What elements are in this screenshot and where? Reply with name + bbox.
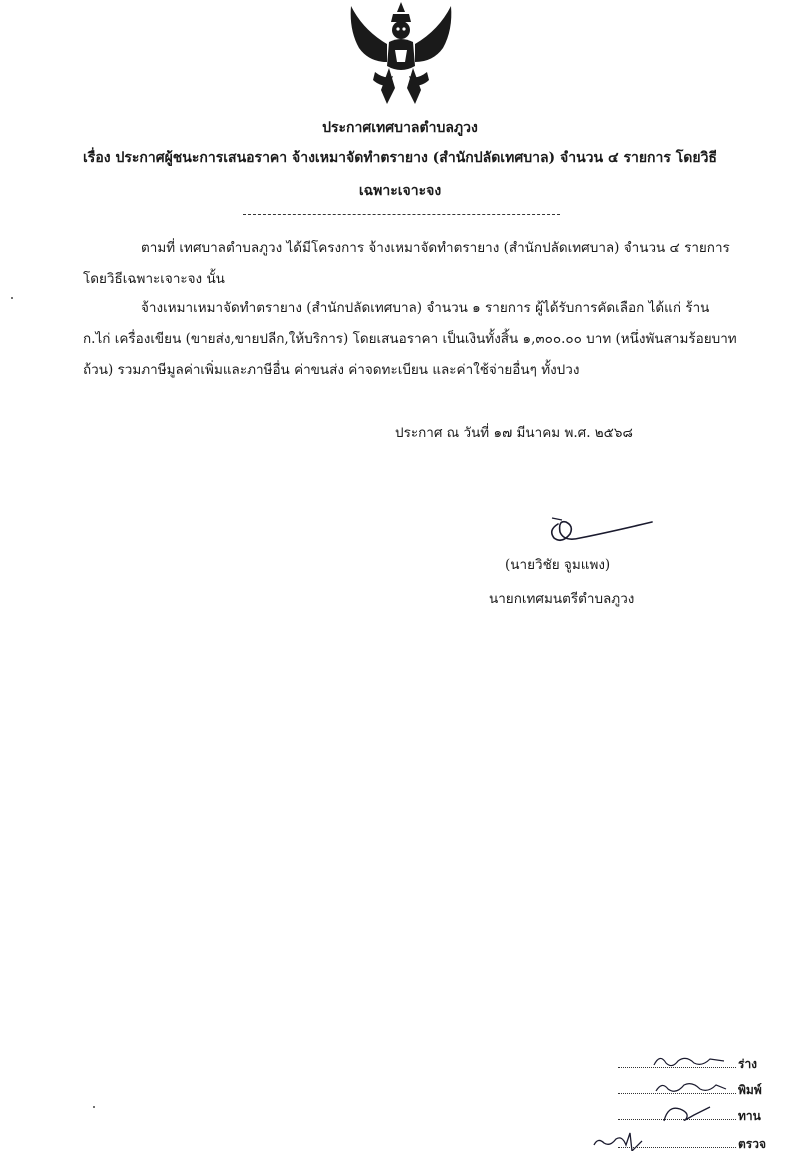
initials-label-typed: พิมพ์ (738, 1083, 762, 1097)
subject-line-1: เรื่อง ประกาศผู้ชนะการเสนอราคา จ้างเหมาจัดทำตรายาง (สำนักปลัดเทศบาล) จำนวน ๔ รายการ โดยวิธี (83, 150, 717, 166)
initials-label-reviewed: ทาน (738, 1109, 761, 1123)
scan-speck (11, 297, 13, 299)
paragraph-1-line-2: โดยวิธีเฉพาะเจาะจง นั้น (83, 271, 225, 287)
initials-label-draft: ร่าง (738, 1057, 758, 1071)
initials-row-typed (590, 1081, 790, 1103)
divider (243, 214, 560, 215)
garuda-emblem-icon (345, 0, 457, 108)
initial-scribble-icon (650, 1051, 730, 1071)
initial-scribble-icon (590, 1131, 650, 1151)
announcement-date: ประกาศ ณ วันที่ ๑๗ มีนาคม พ.ศ. ๒๕๖๘ (395, 425, 633, 441)
signatory-name: (นายวิชัย จูมแพง) (505, 557, 611, 573)
paragraph-2-line-3: ถ้วน) รวมภาษีมูลค่าเพิ่มและภาษีอื่น ค่าขนส่ง ค่าจดทะเบียน และค่าใช้จ่ายอื่นๆ ทั้งปวง (83, 362, 580, 378)
signatory-position: นายกเทศมนตรีตำบลภูวง (489, 591, 635, 607)
initial-scribble-icon (650, 1077, 730, 1097)
initials-row-reviewed (590, 1107, 790, 1129)
initials-row-checked (590, 1135, 790, 1157)
initial-scribble-icon (650, 1103, 730, 1123)
subject-line-2: เฉพาะเจาะจง (358, 183, 442, 199)
initials-label-checked: ตรวจ (738, 1137, 767, 1151)
paragraph-1-line-1: ตามที่ เทศบาลตำบลภูวง ได้มีโครงการ จ้างเหมาจัดทำตรายาง (สำนักปลัดเทศบาล) จำนวน ๔ รายการ (141, 240, 730, 256)
initials-row-draft (590, 1055, 790, 1077)
issuing-authority: ประกาศเทศบาลตำบลภูวง (322, 120, 478, 136)
signature-icon (540, 510, 660, 550)
initials-block (590, 1055, 790, 1170)
scan-speck (93, 1106, 95, 1108)
paragraph-2-line-1: จ้างเหมาเหมาจัดทำตรายาง (สำนักปลัดเทศบาล) จำนวน ๑ รายการ ผู้ได้รับการคัดเลือก ได้แก่ ร้าน (141, 300, 710, 316)
paragraph-2-line-2: ก.ไก่ เครื่องเขียน (ขายส่ง,ขายปลีก,ให้บริการ) โดยเสนอราคา เป็นเงินทั้งสิ้น ๑,๓๐๐.๐๐ บาท (หนึ่งพันสามร้อยบาท (83, 331, 737, 347)
